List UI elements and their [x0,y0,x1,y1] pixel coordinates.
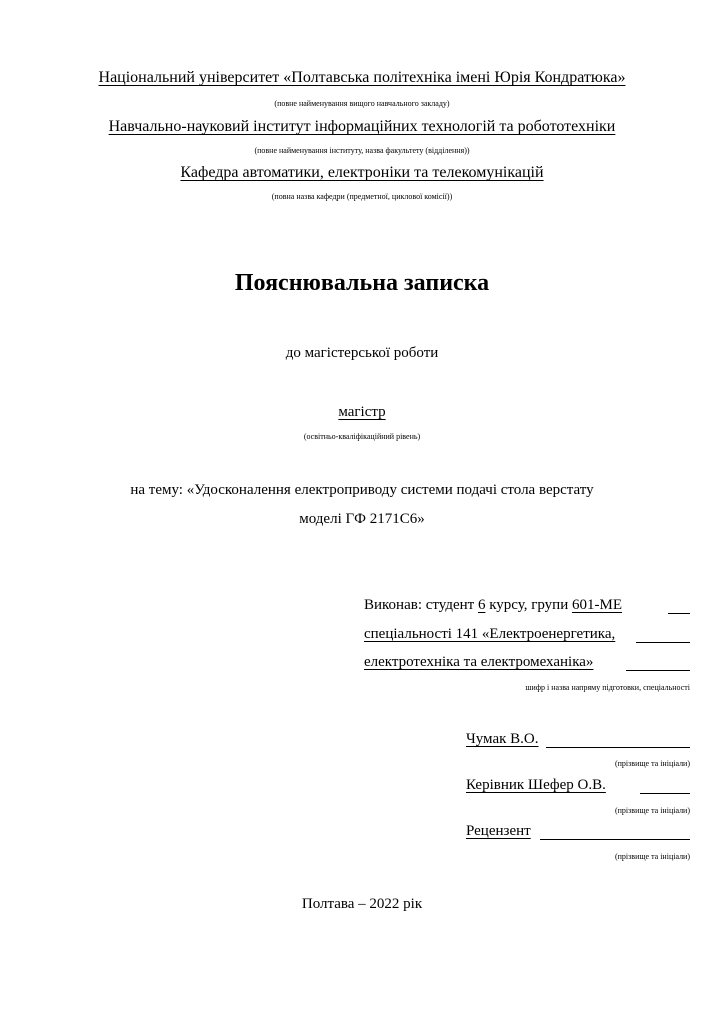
department-name: Кафедра автоматики, електроніки та телекомунікацій [180,164,544,181]
group-underline [668,613,690,614]
document-subtitle: до магістерської роботи [285,345,439,361]
institute-name: Навчально-науковий інститут інформаційних технологій та робототехніки [108,118,616,135]
place-year: Полтава – 2022 рік [301,896,423,912]
university-name: Національний університет «Полтавська політехніка імені Юрія Кондратюка» [98,69,626,86]
supervisor-underline [640,793,690,794]
reviewer-caption: (прізвище та ініціали) [614,852,690,861]
department-caption: (повна назва кафедри (предметної, циклової комісії)) [271,192,453,201]
document-title: Пояснювальна записка [234,270,490,296]
specialty-underline-2 [636,642,690,643]
reviewer-name: Рецензент [466,823,531,839]
institute-caption: (повне найменування інституту, назва факультету (відділення)) [254,146,470,155]
student-name-underline [546,747,690,748]
author-line-3: електротехніка та електромеханіка» [364,654,594,670]
topic-line-1: на тему: «Удосконалення електроприводу системи подачі стола верстату [130,482,594,498]
author-line-2: спеціальності 141 «Електроенергетика, [364,626,616,642]
supervisor-caption: (прізвище та ініціали) [614,806,690,815]
degree-level: магістр [338,404,386,420]
specialty-caption: шифр і назва напряму підготовки, спеціальності [525,683,690,692]
author-line-1: Виконав: студент 6 курсу, групи 601-МЕ [364,597,622,613]
topic-line-2: моделі ГФ 2171С6» [299,511,425,527]
supervisor-name: Керівник Шефер О.В. [466,777,606,793]
university-caption: (повне найменування вищого навчального закладу) [274,99,450,108]
specialty-underline-3 [626,670,690,671]
student-name-caption: (прізвище та ініціали) [614,759,690,768]
student-name: Чумак В.О. [466,731,539,747]
degree-level-caption: (освітньо-кваліфікаційний рівень) [303,432,421,441]
reviewer-underline [540,839,690,840]
